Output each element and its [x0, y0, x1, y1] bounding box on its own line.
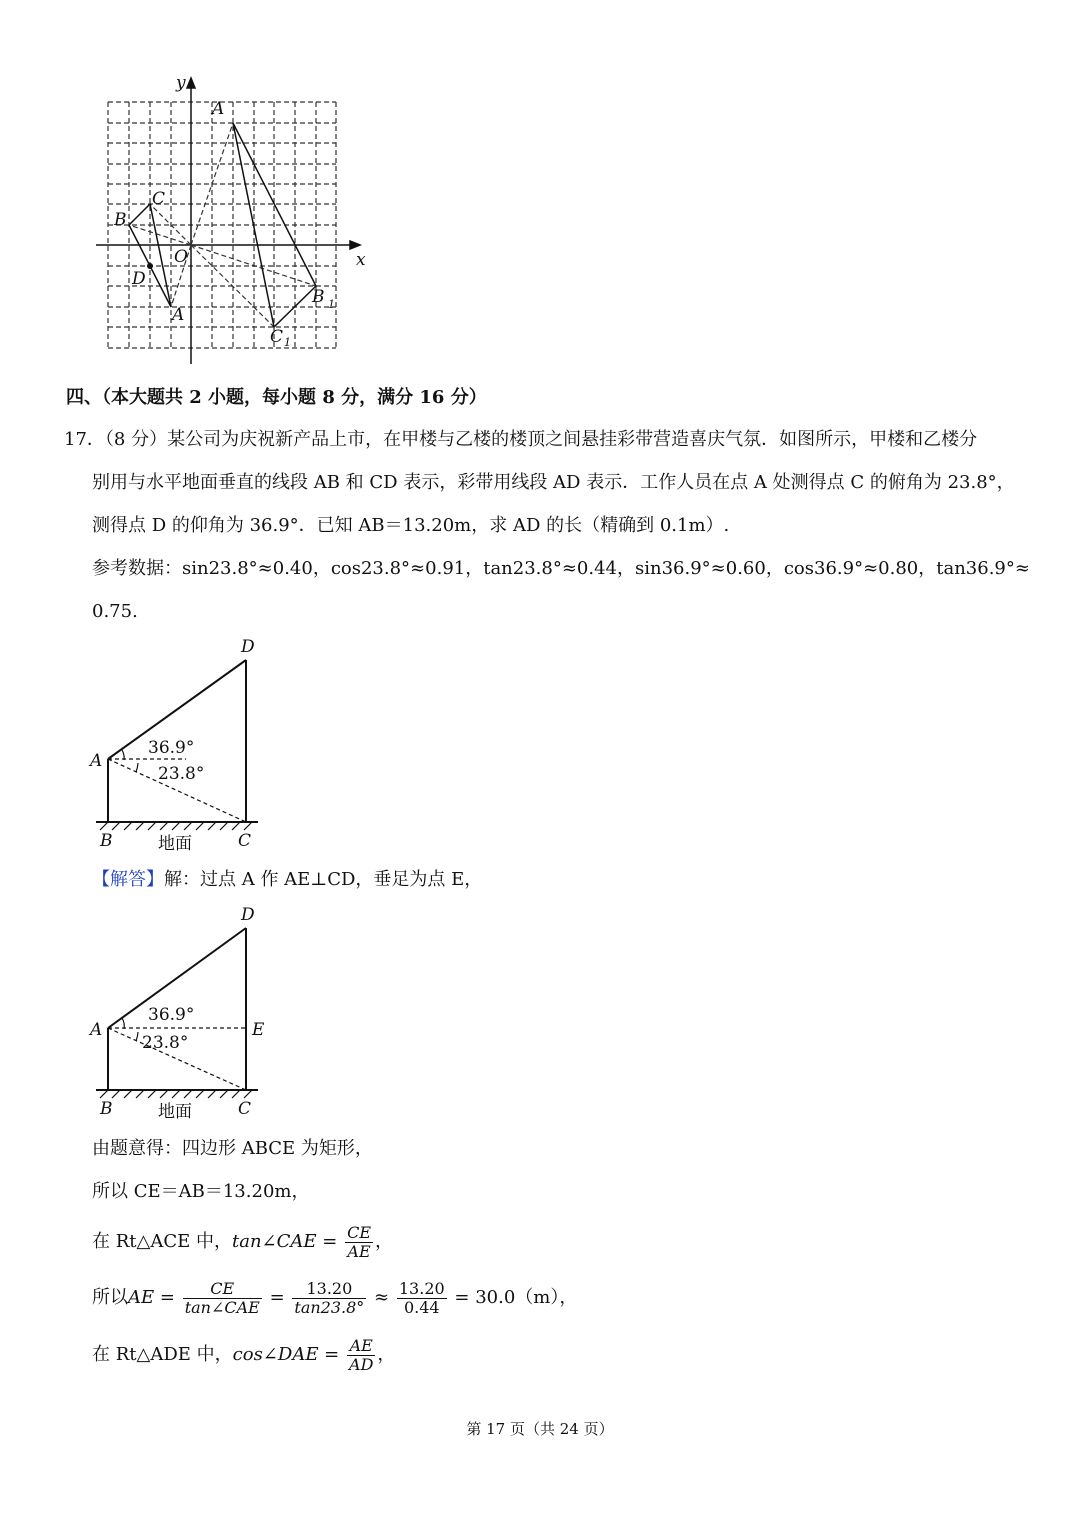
label-B1: B — [312, 287, 325, 307]
page-footer: 第 17 页（共 24 页） — [466, 1420, 614, 1438]
step4-fraction-2: $\frac{13.20}{\tan 23.8^\circ}$ — [294, 1278, 365, 1317]
fig2-label-D: D — [241, 905, 255, 925]
step3-lhs: tan∠CAE = — [231, 1231, 338, 1252]
step4-fraction-3: $\frac{13.20}{0.44}$ — [398, 1278, 445, 1317]
solution-step-4: 所以AE = $\frac{CE}{\text{tan∠CAE}}$ = $\frac{13.20}{\tan 23.8^\circ}$ ≈ $\frac{13.20}{0.44}$ = 30.0（m）， — [92, 1278, 578, 1317]
step3-fraction: $\frac{CE}{AE}$ — [347, 1222, 371, 1261]
fig2-label-A: A — [90, 1020, 103, 1040]
label-B: B — [114, 210, 127, 230]
problem-line-1: 17．（8 分）某公司为庆祝新产品上市，在甲楼与乙楼的楼顶之间悬挂彩带营造喜庆气氛．如图所示，甲楼和乙楼分 — [64, 429, 978, 450]
label-sub1: 1 — [328, 298, 335, 311]
reference-data-2: 0.75. — [92, 601, 138, 622]
x-axis-label: x — [356, 250, 366, 270]
fig2-angle-1: 36.9° — [148, 1005, 195, 1025]
building-figure-1 — [86, 632, 286, 860]
fig1-label-B: B — [100, 831, 113, 851]
fig1-label-C: C — [238, 831, 252, 851]
fig2-ground: 地面 — [158, 1102, 192, 1122]
label-A: A — [172, 305, 185, 325]
label-D: D — [132, 269, 146, 289]
problem-line-3: 测得点 D 的仰角为 36.9°．已知 AB＝13.20m，求 AD 的长（精确到 0.1m）. — [92, 515, 730, 536]
problem-line-2: 别用与水平地面垂直的线段 AB 和 CD 表示，彩带用线段 AD 表示．工作人员在点 A 处测得点 C 的俯角为 23.8°， — [92, 472, 1015, 493]
step3-prefix: 在 Rt△ACE 中， — [92, 1231, 232, 1252]
label-O: O — [174, 247, 188, 267]
building-figure-2 — [86, 900, 286, 1128]
step5-lhs: cos∠DAE = — [232, 1344, 340, 1365]
section-header: 四、（本大题共 2 小题，每小题 8 分，满分 16 分） — [66, 387, 487, 408]
step4-prefix: 所以 — [92, 1287, 128, 1308]
step5-prefix: 在 Rt△ADE 中， — [92, 1344, 233, 1365]
reference-data-1: 参考数据：sin23.8°≈0.40，cos23.8°≈0.91，tan23.8°≈0.44，sin36.9°≈0.60，cos36.9°≈0.80，tan36.9°≈ — [92, 558, 1030, 579]
fig2-label-E: E — [252, 1020, 265, 1040]
label-A1: A — [212, 99, 225, 119]
step4-lhs: AE = — [128, 1287, 175, 1308]
answer-intro — [92, 868, 482, 892]
fig1-label-A: A — [90, 751, 103, 771]
label-sub1b: 1 — [284, 336, 291, 349]
label-C1: C — [270, 327, 284, 347]
fig1-angle-2: 23.8° — [158, 764, 205, 784]
solution-step-1: 由题意得：四边形 ABCE 为矩形， — [92, 1138, 373, 1159]
answer-tag: 【解答】 — [92, 869, 164, 890]
solution-step-3: 在 Rt△ACE 中，tan∠CAE = $\frac{CE}{AE}$ ， — [92, 1222, 393, 1261]
answer-intro-text: 解：过点 A 作 AE⊥CD，垂足为点 E， — [164, 869, 483, 890]
fig2-label-C: C — [238, 1099, 252, 1119]
step5-fraction: $\frac{AE}{AD}$ — [349, 1335, 374, 1374]
label-C: C — [152, 189, 166, 209]
fig1-angle-1: 36.9° — [148, 738, 195, 758]
step4-fraction-1: $\frac{CE}{\text{tan∠CAE}}$ — [184, 1278, 260, 1317]
fig2-angle-2: 23.8° — [142, 1033, 189, 1053]
solution-step-2: 所以 CE＝AB＝13.20m， — [92, 1181, 310, 1202]
fig2-label-B: B — [100, 1099, 113, 1119]
y-axis-label: y — [176, 73, 186, 93]
solution-step-5: 在 Rt△ADE 中，cos∠DAE = $\frac{AE}{AD}$ ， — [92, 1335, 396, 1374]
fig1-ground: 地面 — [158, 834, 192, 854]
fig1-label-D: D — [241, 637, 255, 657]
coordinate-figure — [88, 70, 378, 370]
